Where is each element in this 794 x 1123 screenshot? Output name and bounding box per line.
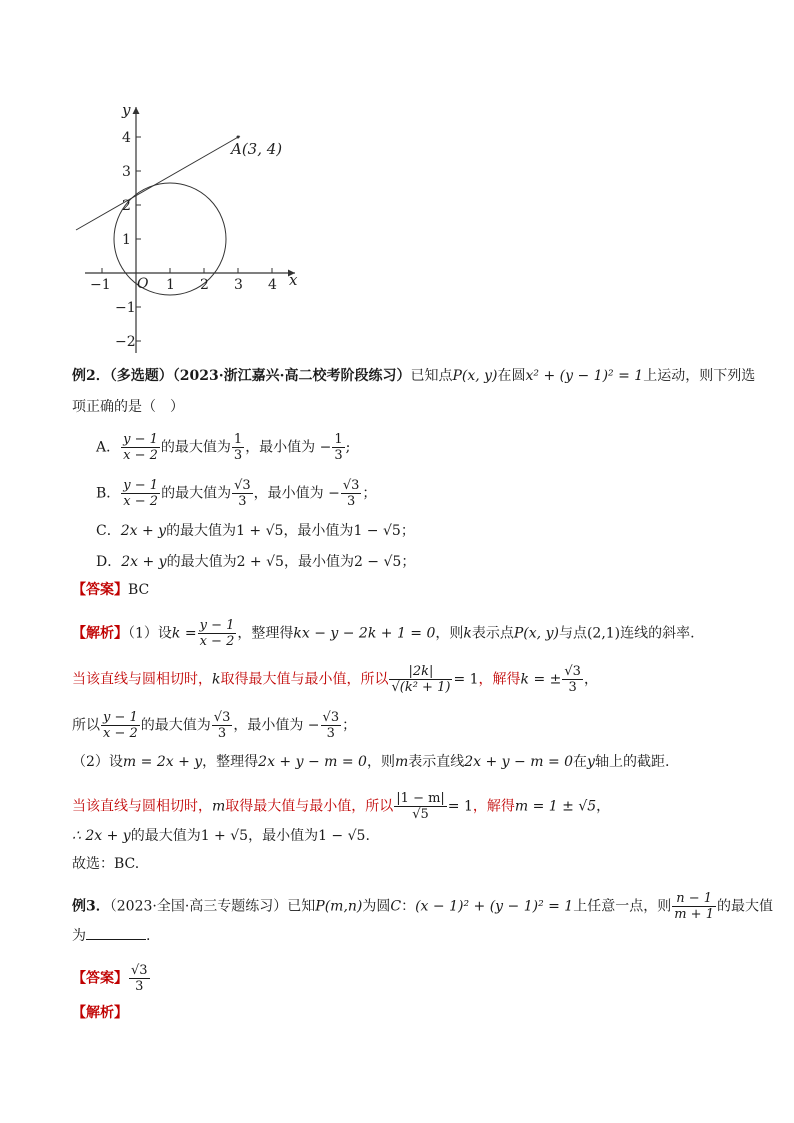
text: 在 <box>573 754 588 770</box>
circle-equation: x² + (y − 1)² = 1 <box>525 368 644 384</box>
text: 所以 <box>72 717 100 734</box>
y-tick-label: 1 <box>122 232 131 248</box>
math: y <box>587 754 595 770</box>
analysis-line3 <box>72 710 356 741</box>
text: ，整理得 <box>202 754 259 770</box>
expression: 2x + y <box>120 523 167 539</box>
text: 表示直线 <box>408 754 465 770</box>
analysis-label: 【解析】 <box>72 1005 128 1021</box>
y-axis-label: y <box>122 101 131 119</box>
fraction: $\frac{√3}{3}$ <box>342 478 360 509</box>
text: . <box>146 928 151 944</box>
example2-lead: 例2． <box>72 368 110 384</box>
fraction: $\frac{√3}{3}$ <box>234 478 251 509</box>
value: 1 − √5 <box>353 523 401 539</box>
point-a-label: A(3, 4) <box>231 140 283 158</box>
fraction: $\frac{n - 1}{m + 1}$ <box>674 891 714 922</box>
value: 2 − √5 <box>353 554 402 570</box>
analysis-line6 <box>72 826 370 846</box>
text: 的最大值为 <box>140 717 211 734</box>
text: ，解得 <box>472 798 515 815</box>
answer-value: BC <box>128 582 150 598</box>
math: 2x + y − m = 0 <box>258 754 367 770</box>
text: ，最小值为 − <box>245 439 332 456</box>
text: 取得最大值与最小值，所以 <box>225 798 394 815</box>
text: 为 <box>72 928 86 944</box>
text: 与点 <box>558 625 587 642</box>
text: ； <box>400 523 415 539</box>
example3-analysis <box>72 1003 128 1023</box>
analysis-line2 <box>72 664 598 695</box>
text: ，最小值为 <box>283 554 354 570</box>
math: 2x + y − m = 0 <box>464 754 574 770</box>
math: k <box>212 671 221 688</box>
example2-question-line1 <box>72 366 755 386</box>
coordinate-figure <box>60 95 310 355</box>
text: ： <box>401 898 416 915</box>
x-tick-label: 2 <box>200 277 209 293</box>
point-p: P(x, y) <box>452 368 498 384</box>
text: 的最大值 <box>716 898 773 915</box>
analysis-label: 【解析】 <box>72 625 128 642</box>
math: (2,1) <box>586 625 621 642</box>
y-tick-label: −2 <box>115 334 136 350</box>
value: 1 + √5 <box>236 523 284 539</box>
option-b <box>96 478 376 509</box>
text: . <box>365 828 370 844</box>
math: m = 1 ± √5 <box>514 798 597 815</box>
math: k <box>463 625 472 642</box>
example3-lead: 例3． <box>72 898 110 915</box>
text: ，解得 <box>478 671 521 688</box>
answer-label: 【答案】 <box>72 582 128 598</box>
example2-tags: （多选题）（2023·浙江嘉兴·高二校考阶段练习） <box>109 368 411 384</box>
x-axis-label: x <box>289 271 298 289</box>
y-tick-label: 4 <box>122 130 131 146</box>
text: ，最小值为 <box>248 828 319 844</box>
text: ，则 <box>435 625 464 642</box>
point-a <box>237 136 240 139</box>
expression: 2x + y <box>121 554 167 570</box>
fraction: $\frac{1}{3}$ <box>334 432 343 463</box>
x-tick-label: 1 <box>166 277 175 293</box>
fraction: $\frac{y - 1}{x - 2}$ <box>123 478 159 509</box>
text: 当该直线与圆相切时， <box>72 798 212 815</box>
tangent-line <box>76 136 240 230</box>
option-c <box>96 521 415 541</box>
text: ; <box>345 439 351 456</box>
text: 上任意一点，则 <box>573 898 672 915</box>
fraction: $\frac{y - 1}{x - 2}$ <box>123 432 158 463</box>
answer-blank[interactable] <box>86 925 146 940</box>
math: = 1 <box>447 798 473 815</box>
text: （2023·全国·高三专题练习）已知 <box>109 898 316 915</box>
text: （2）设 <box>72 754 123 770</box>
text: ； <box>342 717 357 734</box>
example2-question-line2 <box>72 397 184 417</box>
value: 1 + √5 <box>200 828 249 844</box>
option-label: C． <box>96 523 121 539</box>
example3-question-line1 <box>72 891 773 922</box>
text: 连线的斜率. <box>620 625 695 642</box>
math: (x − 1)² + (y − 1)² = 1 <box>415 898 574 915</box>
text: ，最小值为 <box>283 523 354 539</box>
fraction: $\frac{|2k|}{\text{√(k² + 1)}}$ <box>391 664 451 695</box>
text: 上运动，则下列选 <box>643 368 756 384</box>
example3-question-line2 <box>72 925 150 946</box>
text: 在圆 <box>497 368 526 384</box>
math: ∴ 2x + y <box>72 828 131 844</box>
text: ； <box>401 554 416 570</box>
math: kx − y − 2k + 1 = 0 <box>293 625 436 642</box>
option-d <box>96 552 415 572</box>
text: 为圆 <box>362 898 391 915</box>
analysis-line5 <box>72 791 610 822</box>
x-tick-label: 4 <box>268 277 277 293</box>
text: ，则 <box>366 754 395 770</box>
fraction: $\frac{y - 1}{x - 2}$ <box>103 710 138 741</box>
text: 的最大值为 <box>130 828 201 844</box>
option-a <box>96 432 350 463</box>
text: ； <box>362 485 377 502</box>
text: 取得最大值与最小值，所以 <box>220 671 389 688</box>
choose-text: 故选：BC. <box>72 856 140 872</box>
fraction: $\frac{√3}{3}$ <box>213 710 231 741</box>
origin-label: O <box>137 276 149 292</box>
fraction: $\frac{√3}{3}$ <box>131 963 148 994</box>
example3-answer <box>72 963 151 994</box>
math: m <box>212 798 226 815</box>
option-label: B． <box>96 485 121 502</box>
option-label: A． <box>96 439 121 456</box>
text: ， <box>596 798 611 815</box>
text: 表示点 <box>471 625 514 642</box>
value: 2 + √5 <box>236 554 284 570</box>
answer-label: 【答案】 <box>72 970 128 987</box>
choose-line <box>72 854 139 874</box>
text: ，整理得 <box>237 625 294 642</box>
x-tick-label: 3 <box>234 277 243 293</box>
example2-answer <box>72 580 149 600</box>
option-label: D． <box>96 554 122 570</box>
math: m <box>394 754 409 770</box>
y-tick-label: 3 <box>122 164 131 180</box>
text: 的最大值为 <box>166 554 237 570</box>
fraction: $\frac{√3}{3}$ <box>322 710 340 741</box>
math: k = ± <box>520 671 562 688</box>
y-tick-label: 2 <box>122 198 131 214</box>
y-tick-label: −1 <box>115 300 136 316</box>
math: m = 2x + y <box>122 754 203 770</box>
math: = 1 <box>453 671 479 688</box>
math: k = <box>171 625 197 642</box>
text: ，最小值为 − <box>233 717 320 734</box>
text: 当该直线与圆相切时， <box>72 671 212 688</box>
text: 的最大值为 <box>160 439 231 456</box>
text: 已知点 <box>410 368 453 384</box>
value: 1 − √5 <box>318 828 366 844</box>
text: （1）设 <box>128 625 172 642</box>
text: 的最大值为 <box>166 523 237 539</box>
text: 的最大值为 <box>161 485 232 502</box>
fraction: $\frac{1}{3}$ <box>233 432 243 463</box>
text: 项正确的是（ ） <box>72 399 184 415</box>
fraction: $\frac{y - 1}{x - 2}$ <box>199 618 235 649</box>
math: C <box>390 898 402 915</box>
math: P(x, y) <box>513 625 559 642</box>
text: 轴上的截距. <box>594 754 670 770</box>
text: ，最小值为 − <box>253 485 340 502</box>
fraction: $\frac{√3}{3}$ <box>564 664 581 695</box>
text: ， <box>583 671 598 688</box>
analysis-line4 <box>72 752 669 772</box>
math: P(m,n) <box>315 898 363 915</box>
x-tick-label: −1 <box>90 277 111 293</box>
fraction: $\frac{|1 - m|}{√5}$ <box>396 791 445 822</box>
analysis-line1 <box>72 618 695 649</box>
